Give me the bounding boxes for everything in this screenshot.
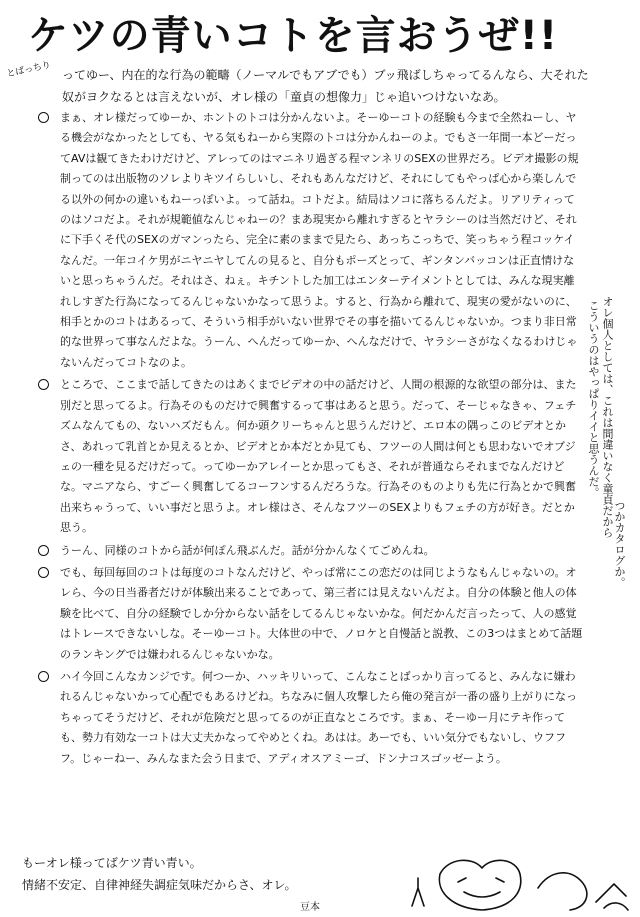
- bullet-item: [36, 667, 584, 769]
- bullet-text: うーん、同様のコトから話が何ぽん飛ぶんだ。話が分かんなくてごめんね。: [60, 543, 435, 557]
- margin-note: つかカタログか。: [613, 500, 626, 588]
- margin-note: オレ個人としては、これは間違いなく童貞だから: [601, 296, 614, 538]
- bullet-text: まぁ、オレ様だってゆーか、ホントのトコは分かんないよ。そーゆーコトの経験も今まで全然ねーし、ヤる機会がなかったとしても、ヤる気もねーから実際のトコは分かんねーのよ。でもさ一年間一本どーだってAVは観てきたわけだけど、アレってのはマニネリ過ぎる程マンネリのSEXの世界だろ。ビデオ撮影の規制ってのは出版物のソレよりキツイらしいし、それもあんなだけど、それにしてもやっぱ心から楽しんでる以外の何かの違いもねーっぽいよ。って話ね。コトだよ。結局はソコに落ちるんだよ。リアリティってのはソコだよ。それが規範値なんじゃねーの？まあ現実から離れすぎるとヤラシーのは当然だけど、それに下手くそ代のSEXのガマンったら、完全に素のままで見たら、あっちこっちで、笑っちゃう程コッケイなんだ。一年コイケ男がニヤニヤしてんの見ると、自分もポーズとって、ギンタンバッコンは正直情けないと思っちゃうんだ。それはさ、ねぇ。キチントした加工はエンターテイメントとしては、みんな現実離れしすぎた行為になってるんじゃないかなって思うよ。すると、行為から離れて、現実の愛がないのに、相手とかのコトはあるって、そういう相手がいない世界でその事を描いてるんじゃないか。つまり非日常的な世界って事なんだよな。うーん、へんだってゆーか、へんなだけで、ヤラシーさがなくなるわけじゃないんだってコトなのよ。: [60, 111, 579, 369]
- bullet-circle-icon: [38, 112, 49, 123]
- page-title: ケツの青いコトを言おうぜ!!: [28, 13, 559, 59]
- signature: 豆本: [300, 902, 320, 913]
- footer-line: もーオレ様ってばケツ青い青い。: [22, 856, 202, 870]
- bullet-item: [36, 563, 584, 665]
- footer-line: 情緒不安定、自律神経失調症気味だからさ、オレ。: [22, 878, 297, 892]
- bullet-circle-icon: [38, 671, 49, 682]
- intro-paragraph: ってゆー、内在的な行為の範疇（ノーマルでもアブでも）ブッ飛ばしちゃってるんなら、大それた奴がヨクなるとは言えないが、オレ様の「童貞の想像力」じゃ追いつけないなあ。: [62, 68, 589, 104]
- bullet-circle-icon: [38, 545, 49, 556]
- bullet-circle-icon: [38, 379, 49, 390]
- bullet-item: [36, 541, 584, 561]
- bullet-circle-icon: [38, 567, 49, 578]
- bullet-text: ハイ今回こんなカンジです。何つーか、ハッキリいって、こんなことばっかり言ってると、みんなに嫌われるんじゃないかって心配でもあるけどね。ちなみに個人攻撃したら俺の発言が一番の盛り上がりになっちゃってそうだけど、それが危険だと思ってるのが正直なところです。まぁ、そーゆー月にテキ作っても、勢力有効な一コトは大丈夫かなってやめとくね。あはは。あーでも、いい気分でもないし、ウフフフ。じゃーねー、みんなまた会う日まで、アディオスアミーゴ、ドンナコスゴッゼーよう。: [60, 669, 577, 765]
- bullet-item: [36, 108, 584, 373]
- margin-note: こういうのはやっぱりイイと思うんだ。: [587, 300, 600, 498]
- doodle-illustration: [400, 848, 636, 917]
- footer-text: [22, 852, 412, 896]
- bullet-text: ところで、ここまで話してきたのはあくまでビデオの中の話だけど、人間の根源的な欲望の部分は、また別だと思ってるよ。行為そのものだけで興奮するって事はあると思う。だって、そーじゃなきゃ、フェチズムなんてもの、ないハズだもん。何か頭クリーちゃんと思うんだけど、エロ本の隅っこのビデオとかさ、あれって乳首とか見えるとか、ビデオとか本だとか見ても、フツーの人間は何とも思わないでオブジェの一種を見るだけだって。ってゆーかアレイーとか思ってもさ、それが普通ならそれまでなんだけどな。マニアなら、すごーく興奮してるコーフンするんだろうな。行為そのものよりも先に行為とかで興奮出来ちゃうって、いい事だと思うよ。オレ様はさ、そんなフツーのSEXよりもフェチの方が好き。だとか思う。: [60, 378, 577, 535]
- side-label: とばっちり: [5, 60, 52, 80]
- bullet-list: [36, 108, 584, 771]
- bullet-item: [36, 375, 584, 538]
- bullet-text: でも、毎回毎回のコトは毎度のコトなんだけど、やっぱ常にこの恋だのは同じようなもんじゃないの。オレら、今の日当番者だけが体験出来ることであって、第三者には見えないんだよ。自分の体験と他人の体験を比べて、自分の経験でしか分からない話をしてるんじゃないかな。何だかんだ言ったって、人の感覚はトレースできないしな。そーゆーコト。大体世の中で、ノロケと自慢話と説教、この3つはまとめて話題のランキングでは嫌われるんじゃないかな。: [60, 565, 583, 661]
